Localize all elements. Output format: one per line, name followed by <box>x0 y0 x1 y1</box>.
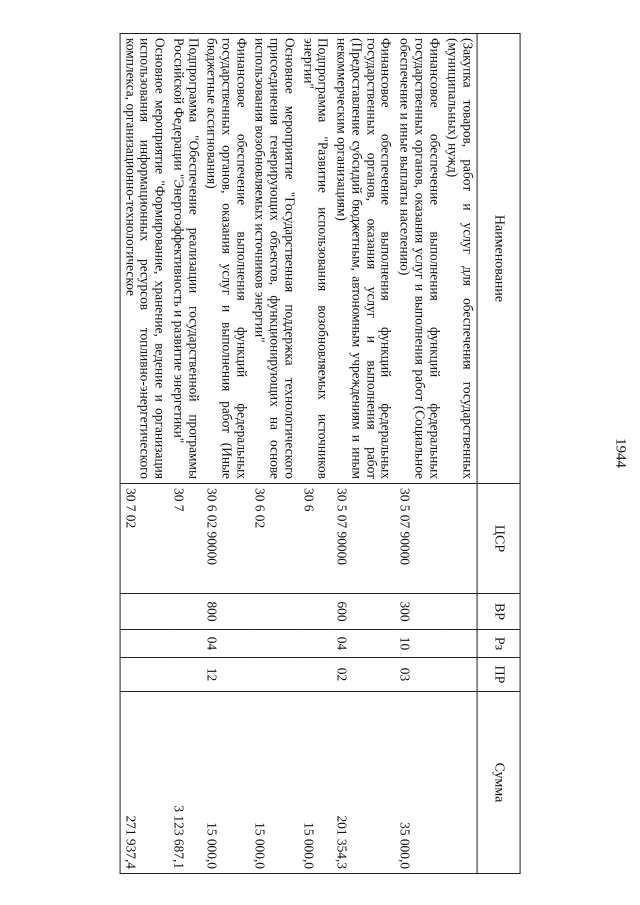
row-pr: 02 <box>332 658 395 692</box>
row-sum: 201 354,3 <box>332 692 395 874</box>
row-csr: 30 6 <box>299 484 332 594</box>
row-vr <box>120 594 169 630</box>
row-rz <box>169 630 202 658</box>
row-pr: 03 <box>395 658 443 692</box>
row-vr: 800 <box>202 594 250 630</box>
row-name: Основное мероприятие "Формирование, хранение, ведение и организация использования информационных ресурсов топливно-энергетического комплекса, организационно-технологическое <box>120 34 169 484</box>
row-rz: 10 <box>395 630 443 658</box>
header-name: Наименование <box>477 34 520 484</box>
row-name: Финансовое обеспечение выполнения функций федеральных государственных органов, оказания услуг и выполнения работ (Предоставление субсидий бюджетным, автономным учреждениям и иным некоммерческим организациям) <box>332 34 395 484</box>
row-rz <box>443 630 477 658</box>
row-sum: 15 000,0 <box>202 692 250 874</box>
row-csr: 30 5 07 90000 <box>332 484 395 594</box>
header-csr: ЦСР <box>477 484 520 594</box>
header-vr: ВР <box>477 594 520 630</box>
table-header-row <box>477 34 520 874</box>
row-rz <box>120 630 169 658</box>
table-row <box>443 34 477 874</box>
row-pr <box>443 658 477 692</box>
row-vr: 300 <box>395 594 443 630</box>
row-sum: 271 937,4 <box>120 692 169 874</box>
row-csr: 30 5 07 90000 <box>395 484 443 594</box>
row-csr: 30 7 <box>169 484 202 594</box>
row-sum: 3 123 687,1 <box>169 692 202 874</box>
row-sum: 15 000,0 <box>250 692 298 874</box>
row-name: Подпрограмма "Развитие использования возобновляемых источников энергии" <box>299 34 332 484</box>
row-csr: 30 7 02 <box>120 484 169 594</box>
row-name: Финансовое обеспечение выполнения функций федеральных государственных органов, оказания услуг и выполнения работ (Иные бюджетные ассигнования) <box>202 34 250 484</box>
table-row <box>120 34 169 874</box>
row-name: Подпрограмма "Обеспечение реализации государственной программы Российской Федерации "Энергоэффективность и развитие энергетики" <box>169 34 202 484</box>
row-sum: 35 000,0 <box>395 692 443 874</box>
row-pr <box>299 658 332 692</box>
row-vr <box>169 594 202 630</box>
table-row <box>299 34 332 874</box>
row-sum <box>443 692 477 874</box>
row-name: Основное мероприятие "Государственная поддержка технологического присоединения генерирующих объектов, функционирующих на основе использования возобновляемых источников энергии" <box>250 34 298 484</box>
page-number: 1944 <box>612 438 629 468</box>
table-row <box>202 34 250 874</box>
row-pr <box>250 658 298 692</box>
row-csr: 30 6 02 90000 <box>202 484 250 594</box>
table-row <box>250 34 298 874</box>
rotated-page-content <box>119 33 520 873</box>
row-rz <box>299 630 332 658</box>
row-vr: 600 <box>332 594 395 630</box>
row-rz <box>250 630 298 658</box>
table-row <box>395 34 443 874</box>
row-name: Финансовое обеспечение выполнения функций федеральных государственных органов, оказания услуг и выполнения работ (Социальное обеспечение и иные выплаты населению) <box>395 34 443 484</box>
header-sum: Сумма <box>477 692 520 874</box>
budget-table <box>119 33 520 874</box>
row-pr: 12 <box>202 658 250 692</box>
header-pr: ПР <box>477 658 520 692</box>
row-vr <box>299 594 332 630</box>
row-pr <box>120 658 169 692</box>
table-row <box>332 34 395 874</box>
row-rz: 04 <box>332 630 395 658</box>
row-vr <box>443 594 477 630</box>
header-rz: Рз <box>477 630 520 658</box>
row-csr: 30 6 02 <box>250 484 298 594</box>
row-sum: 15 000,0 <box>299 692 332 874</box>
row-pr <box>169 658 202 692</box>
row-name: (Закупка товаров, работ и услуг для обеспечения государственных (муниципальных) нужд) <box>443 34 477 484</box>
row-vr <box>250 594 298 630</box>
table-row <box>169 34 202 874</box>
row-rz: 04 <box>202 630 250 658</box>
row-csr <box>443 484 477 594</box>
